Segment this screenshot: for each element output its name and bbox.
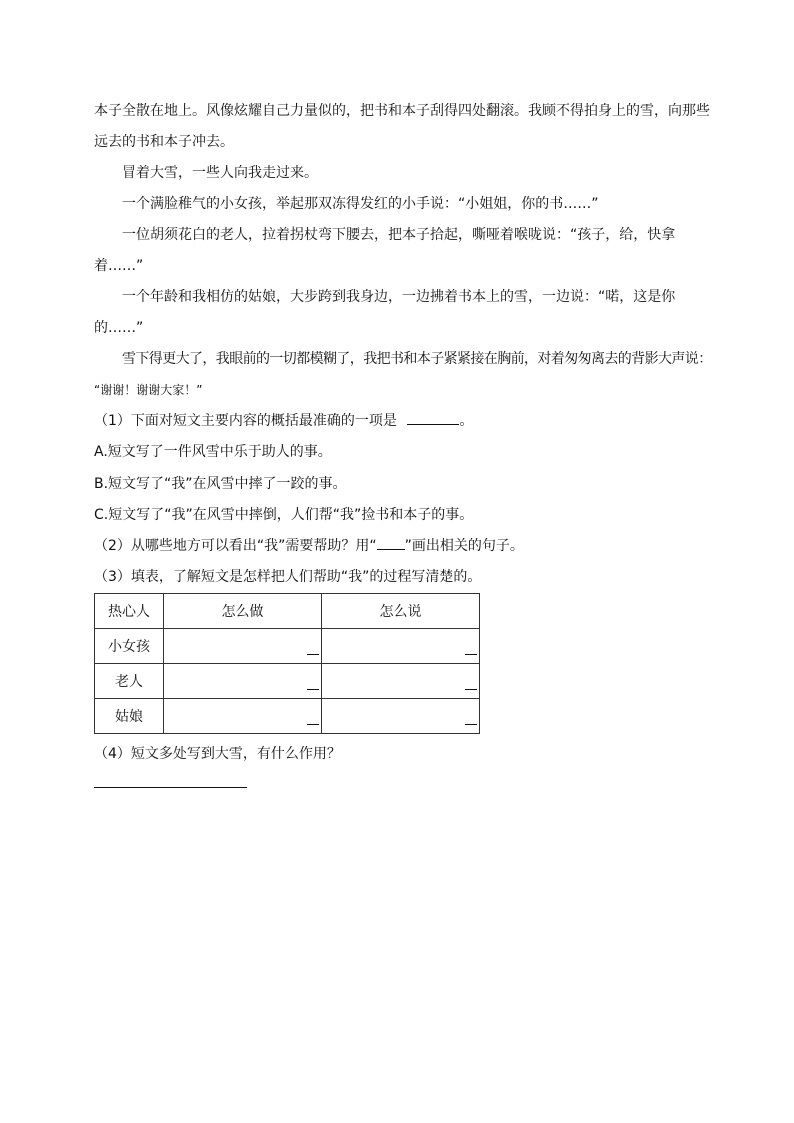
option-c[interactable]: C.短文写了“我”在风雪中摔倒，人们帮“我”捡书和本子的事。 (94, 507, 474, 523)
table-header-speech: 怎么说 (322, 594, 480, 629)
option-a[interactable]: A.短文写了一件风雪中乐于助人的事。 (94, 444, 332, 460)
passage-paragraph-4: 一位胡须花白的老人，拉着拐杖弯下腰去，把本子拾起，嘶哑着喉咙说：“孩子，给，快拿着……” (94, 227, 676, 274)
table-row-label: 老人 (95, 664, 164, 699)
table-header-helper: 热心人 (95, 594, 164, 629)
question-4-answer-line[interactable] (94, 787, 247, 788)
option-b[interactable]: B.短文写了“我”在风雪中摔了一跤的事。 (94, 476, 347, 492)
question-1-text: （1）下面对短文主要内容的概括最准确的一项是 (94, 413, 397, 429)
question-4: （4）短文多处写到大雪，有什么作用？ (94, 746, 341, 762)
answer-table (94, 593, 480, 734)
table-header-action: 怎么做 (164, 594, 322, 629)
question-3: （3）填表，了解短文是怎样把人们帮助“我”的过程写清楚的。 (94, 569, 482, 585)
question-2-end: ”画出相关的句子。 (404, 538, 524, 554)
question-2 (94, 531, 720, 561)
table-blank-cell[interactable] (322, 629, 480, 664)
question-1-end: 。 (459, 413, 474, 429)
table-header-row (95, 594, 480, 629)
table-blank-cell[interactable] (164, 664, 322, 699)
table-row (95, 699, 480, 734)
table-row (95, 664, 480, 699)
passage-paragraph-6: 雪下得更大了，我眼前的一切都模糊了，我把书和本子紧紧接在胸前，对着匆匆离去的背影大声说： (122, 351, 712, 367)
table-blank-cell[interactable] (164, 699, 322, 734)
passage-paragraph-5: 一个年龄和我相仿的姑娘，大步跨到我身边，一边拂着书本上的雪，一边说：“喏，这是你的……” (94, 289, 676, 336)
question-1-blank[interactable] (407, 424, 459, 425)
table-row-label: 小女孩 (95, 629, 164, 664)
passage-paragraph-2: 冒着大雪，一些人向我走过来。 (122, 165, 318, 181)
passage-paragraph-3: 一个满脸稚气的小女孩，举起那双冻得发红的小手说：“小姐姐，你的书……” (122, 196, 599, 212)
table-blank-cell[interactable] (322, 664, 480, 699)
table-row (95, 629, 480, 664)
question-2-text: （2）从哪些地方可以看出“我”需要帮助？用“ (94, 538, 377, 554)
passage-paragraph-6-quote: “谢谢！谢谢大家！” (94, 383, 203, 397)
table-row-label: 姑娘 (95, 699, 164, 734)
table-blank-cell[interactable] (164, 629, 322, 664)
question-1 (94, 406, 720, 436)
question-2-underline-sample (377, 549, 405, 550)
passage-paragraph-1: 本子全散在地上。风像炫耀自己力量似的，把书和本子刮得四处翻滚。我顾不得拍身上的雪，向那些远去的书和本子冲去。 (94, 103, 710, 150)
table-blank-cell[interactable] (322, 699, 480, 734)
